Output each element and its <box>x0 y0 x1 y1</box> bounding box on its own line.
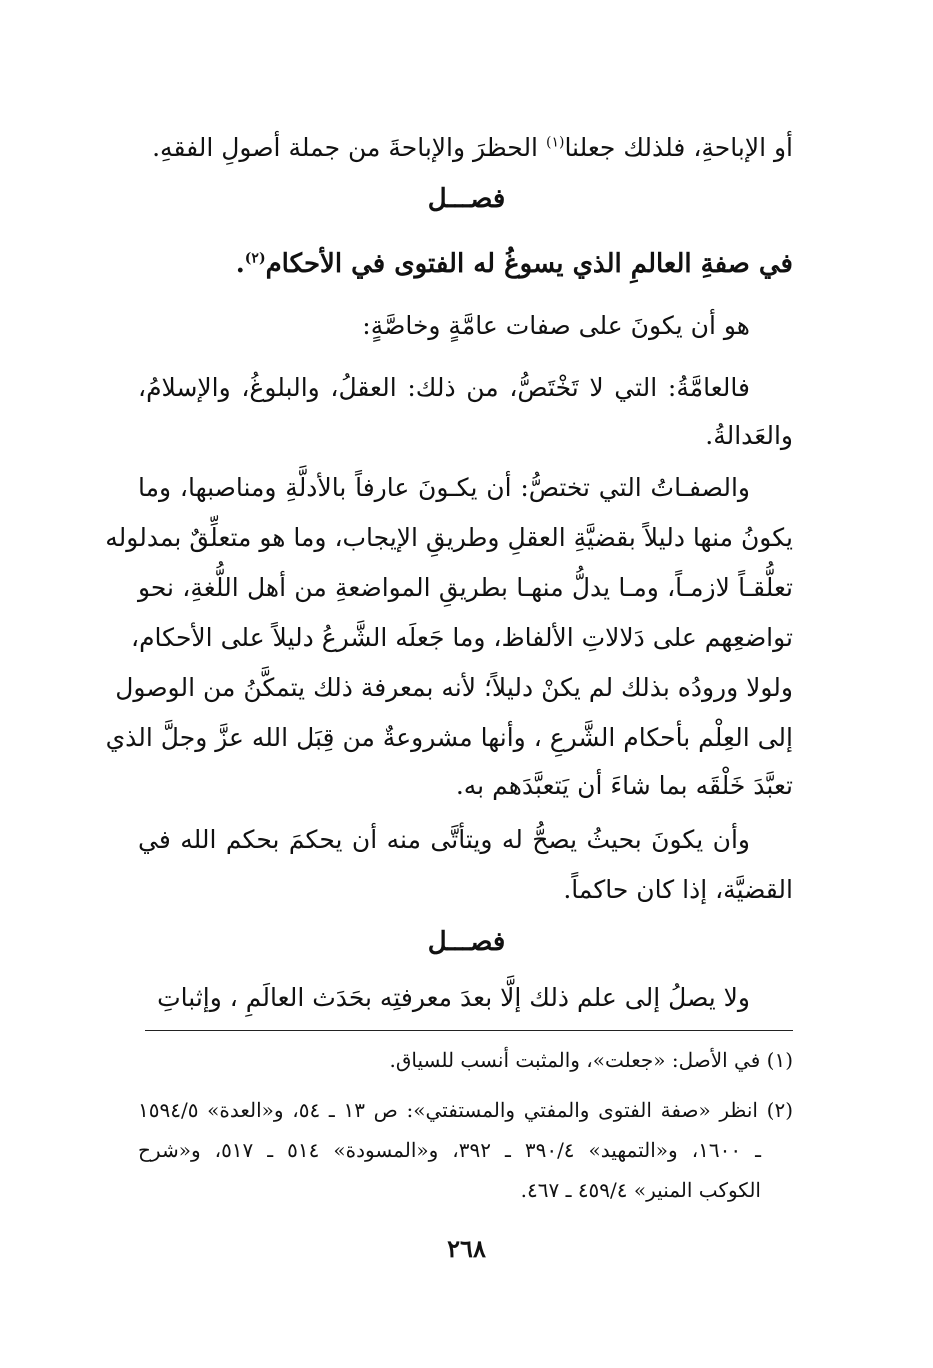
body-line-8: تعلُّقـاً لازمـاً، ومـا يدلُّ منهـا بطريقِ المواضعةِ من أهل اللُّغةِ، نحو <box>138 573 793 602</box>
section-heading-fasl-2: فصـــل <box>427 927 506 957</box>
footnote-2-line-3: الكوكب المنير» ٤٥٩/٤ ـ ٤٦٧. <box>520 1178 761 1202</box>
body-line-10: ولولا ورودُه بذلك لم يكنْ دليلاً؛ لأنه بمعرفة ذلك يتمكَّنُ من الوصول <box>115 673 793 702</box>
section-heading-fasl-1: فصـــل <box>427 184 506 214</box>
footnote-1: (١) في الأصل: «جعلت»، والمثبت أنسب للسياق. <box>389 1048 793 1072</box>
body-line-7: يكونُ منها دليلاً بقضيَّةِ العقلِ وطريقِ الإيجاب، وما هو متعلِّقٌ بمدلوله <box>105 523 793 552</box>
body-line-5: والعَدالةُ. <box>705 421 793 450</box>
footnote-ref-2[interactable]: (٢) <box>244 250 266 267</box>
page-number: ٢٦٨ <box>447 1234 486 1263</box>
body-line-9: تواضعِهم على دَلالاتِ الألفاظ، وما جَعلَه الشَّرعُ دليلاً على الأحكام، <box>131 623 793 652</box>
heading-period: . <box>235 249 245 279</box>
footnote-2-line-2: ـ ١٦٠٠، و«التمهيد» ٣٩٠/٤ ـ ٣٩٢، و«المسودة» ٥١٤ ـ ٥١٧، و«شرح <box>138 1138 761 1162</box>
body-line-13: وأن يكونَ بحيثُ يصحُّ له ويتأتَّى منه أن يحكمَ بحكم الله في <box>138 825 750 854</box>
text-segment: الحظرَ والإباحةَ من جملة أصولِ الفقهِ. <box>152 133 546 162</box>
chapter-heading <box>138 244 793 284</box>
footnote-separator <box>145 1030 793 1031</box>
body-line-4: فالعامَّةُ: التي لا تَخْتَصُّ، من ذلك: العقلُ، والبلوغُ، والإسلامُ، <box>138 373 750 402</box>
body-line-11: إلى العِلْم بأحكام الشَّرعِ ، وأنها مشروعةٌ من قِبَل الله عزَّ وجلَّ الذي <box>105 723 793 752</box>
body-line-14: القضيَّة، إذا كان حاكماً. <box>563 875 793 904</box>
footnote-ref-1[interactable]: (١) <box>545 134 565 151</box>
body-line-3: هو أن يكونَ على صفات عامَّةٍ وخاصَّةٍ: <box>362 311 750 340</box>
text-segment: أو الإباحةِ، فلذلك جعلنا <box>564 133 793 162</box>
body-line-1 <box>138 128 793 168</box>
heading-text: في صفةِ العالمِ الذي يسوغُ له الفتوى في الأحكام <box>265 249 793 279</box>
footnote-2-line-1: (٢) انظر «صفة الفتوى والمفتي والمستفتي»: ص ١٣ ـ ٥٤، و«العدة» ١٥٩٤/٥ <box>138 1098 794 1122</box>
body-line-15: ولا يصلُ إلى علم ذلك إلَّا بعدَ معرفتِه بحَدَث العالَمِ ، وإثباتِ <box>157 983 750 1012</box>
body-line-12: تعبَّدَ خَلْقَه بما شاءَ أن يَتعبَّدَهم به. <box>455 771 793 800</box>
body-line-6: والصفـاتُ التي تختصُّ: أن يكـونَ عارفاً بالأدلَّةِ ومناصبها، وما <box>138 473 750 502</box>
